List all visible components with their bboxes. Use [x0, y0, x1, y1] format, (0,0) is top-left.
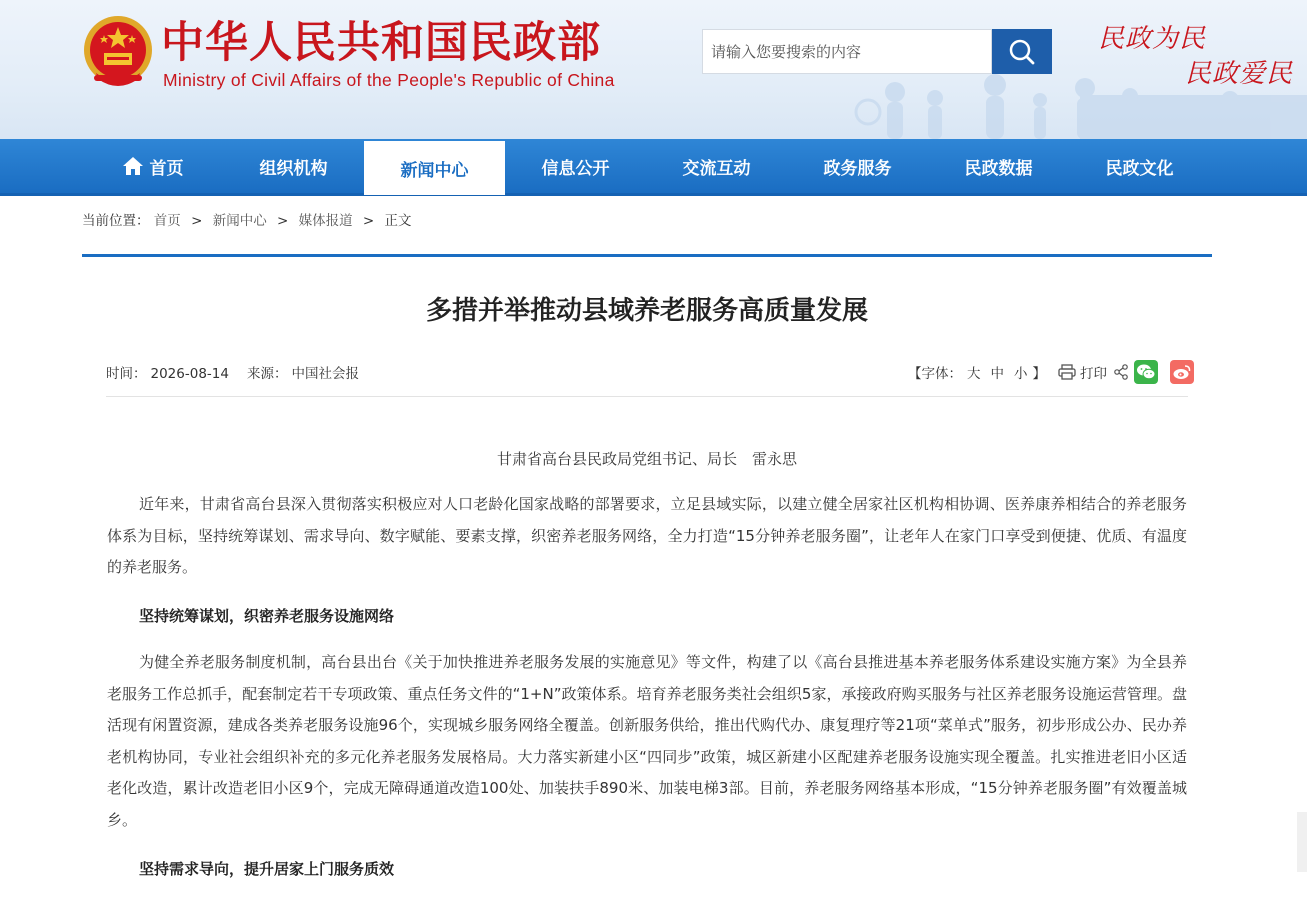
meta-source-label: 来源： — [246, 366, 288, 382]
breadcrumb-separator: > — [277, 213, 289, 229]
breadcrumb-current: 正文 — [384, 213, 412, 229]
breadcrumb-news-center[interactable]: 新闻中心 — [212, 213, 267, 229]
slogan-line-2: 民政爱民 — [1185, 59, 1294, 89]
weibo-icon — [1172, 363, 1192, 381]
breadcrumb-media-reports[interactable]: 媒体报道 — [298, 213, 353, 229]
search-icon — [992, 29, 1052, 74]
nav-item-interaction[interactable] — [646, 139, 787, 193]
weibo-share-button[interactable] — [1170, 360, 1194, 384]
nav-item-label: 首页 — [149, 158, 184, 179]
breadcrumb-separator: > — [362, 213, 375, 229]
site-header — [0, 0, 1307, 139]
wechat-share-button[interactable] — [1134, 360, 1158, 384]
breadcrumb — [82, 209, 412, 229]
breadcrumb-prefix: 当前位置： — [82, 213, 150, 229]
nav-item-label: 民政数据 — [964, 158, 1033, 179]
national-emblem-icon — [82, 13, 154, 89]
meta-source: 中国社会报 — [291, 366, 359, 382]
nav-item-label: 信息公开 — [541, 158, 610, 179]
site-title-cn: 中华人民共和国民政部 — [161, 18, 601, 68]
article-subhead: 坚持统筹谋划，织密养老服务设施网络 — [139, 607, 395, 625]
article-paragraph: 为健全养老服务制度机制，高台县出台《关于加快推进养老服务发展的实施意见》等文件，构建了以《高台县推进基本养老服务体系建设实施方案》为全县养老服务工作总抓手，配套制定若干专项政策、重点任务文件的“1+N”政策体系。培育养老服务类社会组织5家，承接政府购买服务与社区养老服务设施运营管理。盘活现有闲置资源，建成各类养老服务设施96个，实现城乡服务网络全覆盖。创新服务供给，推出代购代办、康复理疗等21项“菜单式”服务，初步形成公办、民办养老机构协同，专业社会组织补充的多元化养老服务发展格局。大力落实新建小区“四同步”政策，城区新建小区配建养老服务设施实现全覆盖。扎实推进老旧小区适老化改造，累计改造老旧小区9个，完成无障碍通道改造100处、加装扶手890米、加装电梯3部。目前，养老服务网络基本形成，“15分钟养老服务圈”有效覆盖城乡。 — [107, 653, 1187, 829]
meta-time: 2026-08-14 — [150, 366, 229, 382]
article-author: 甘肃省高台县民政局党组书记、局长 雷永思 — [496, 450, 797, 468]
meta-time-label: 时间： — [106, 366, 147, 382]
home-icon — [122, 156, 144, 176]
article-title: 多措并举推动县域养老服务高质量发展 — [425, 296, 868, 326]
font-size-close: 】 — [1032, 366, 1046, 382]
nav-item-organization[interactable] — [223, 139, 364, 193]
nav-item-label: 交流互动 — [682, 158, 751, 179]
font-size-open: 【字体： — [908, 366, 962, 382]
nav-item-label: 民政文化 — [1105, 158, 1174, 179]
nav-item-info-disclosure[interactable] — [505, 139, 646, 193]
nav-item-news-center[interactable] — [364, 141, 505, 195]
font-size-small[interactable]: 小 — [1014, 366, 1028, 382]
site-title-en: Ministry of Civil Affairs of the People's Republic of China — [163, 70, 615, 90]
nav-item-civil-data[interactable] — [928, 139, 1069, 193]
meta-divider — [106, 396, 1188, 397]
article-subhead: 坚持需求导向，提升居家上门服务质效 — [139, 860, 395, 878]
breadcrumb-separator: > — [191, 213, 203, 229]
font-size-medium[interactable]: 中 — [990, 366, 1004, 382]
print-button[interactable] — [1058, 362, 1107, 382]
share-icon[interactable] — [1113, 364, 1129, 380]
nav-item-home[interactable] — [82, 139, 223, 193]
print-icon — [1058, 364, 1076, 380]
breadcrumb-home[interactable]: 首页 — [153, 213, 181, 229]
search-input[interactable] — [702, 29, 992, 74]
wechat-icon — [1136, 363, 1156, 381]
main-nav — [0, 139, 1307, 196]
print-label: 打印 — [1080, 366, 1107, 382]
nav-item-civil-culture[interactable] — [1069, 139, 1210, 193]
nav-item-label: 组织机构 — [259, 158, 328, 179]
font-size-large[interactable]: 大 — [967, 366, 981, 382]
article-tools — [908, 358, 1194, 386]
nav-item-gov-services[interactable] — [787, 139, 928, 193]
floating-side-tab[interactable] — [1297, 812, 1307, 872]
article-meta — [106, 362, 363, 382]
search-button[interactable] — [992, 29, 1052, 74]
slogan-line-1: 民政为民 — [1098, 24, 1207, 54]
article-paragraph: 近年来，甘肃省高台县深入贯彻落实积极应对人口老龄化国家战略的部署要求，立足县域实际，以建立健全居家社区机构相协调、医养康养相结合的养老服务体系为目标，坚持统筹谋划、需求导向、数字赋能、要素支撑，织密养老服务网络，全力打造“15分钟养老服务圈”，让老年人在家门口享受到便捷、优质、有温度的养老服务。 — [107, 495, 1187, 576]
nav-item-label: 政务服务 — [823, 158, 892, 179]
nav-item-label: 新闻中心 — [400, 160, 469, 181]
